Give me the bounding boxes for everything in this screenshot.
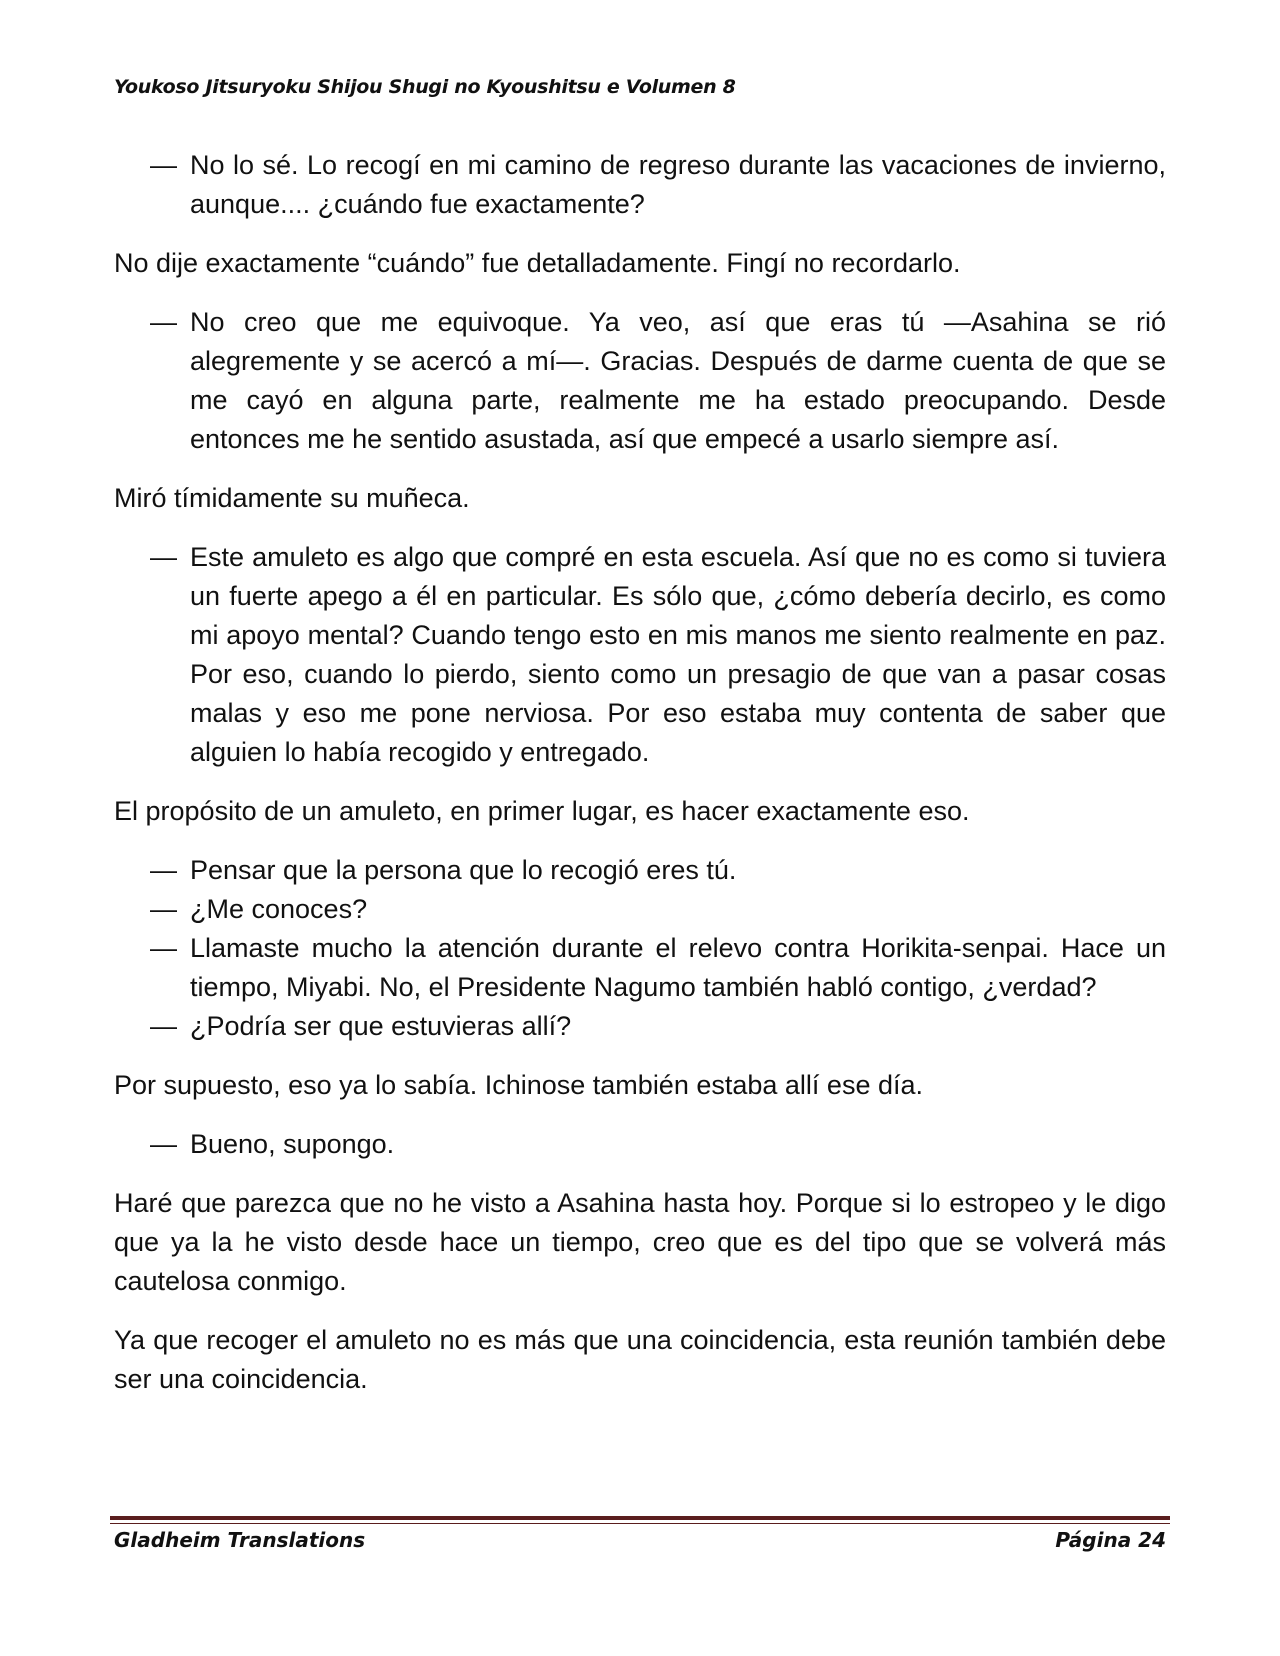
dialogue-line: [150, 1125, 1166, 1164]
dialogue-block: [114, 303, 1166, 459]
dialogue-line: [150, 538, 1166, 772]
narration-paragraph: Haré que parezca que no he visto a Asahina hasta hoy. Porque si lo estropeo y le digo que ya la he visto desde hace un tiempo, creo que es del tipo que se volverá más cautelosa conmigo.: [114, 1188, 1166, 1296]
narration-paragraph: El propósito de un amuleto, en primer lugar, es hacer exactamente eso.: [114, 796, 970, 826]
dialogue-dash: —: [150, 1129, 177, 1159]
footer-credit: Gladheim Translations: [114, 1528, 366, 1552]
dialogue-block: [114, 851, 1166, 1046]
dialogue-dash: —: [150, 1011, 177, 1041]
dialogue-text: ¿Podría ser que estuvieras allí?: [190, 1011, 572, 1041]
dialogue-line: [150, 146, 1166, 224]
dialogue-dash: —: [150, 933, 177, 963]
dialogue-block: [114, 1125, 1166, 1164]
dialogue-text: ¿Me conoces?: [190, 894, 368, 924]
narration-paragraph: Ya que recoger el amuleto no es más que una coincidencia, esta reunión también debe ser una coincidencia.: [114, 1325, 1166, 1394]
dialogue-dash: —: [150, 894, 177, 924]
dialogue-dash: —: [150, 150, 177, 180]
dialogue-block: [114, 538, 1166, 772]
narration-paragraph: Por supuesto, eso ya lo sabía. Ichinose también estaba allí ese día.: [114, 1070, 923, 1100]
dialogue-dash: —: [150, 307, 177, 337]
dialogue-block: [114, 146, 1166, 224]
dialogue-text: Bueno, supongo.: [190, 1129, 395, 1159]
running-header: Youkoso Jitsuryoku Shijou Shugi no Kyoushitsu e Volumen 8: [114, 76, 736, 98]
dialogue-line: [150, 929, 1166, 1007]
footer-rule-thin: [110, 1523, 1170, 1524]
dialogue-dash: —: [150, 542, 177, 572]
dialogue-text: Este amuleto es algo que compré en esta escuela. Así que no es como si tuviera un fuerte apego a él en particular. Es sólo que, ¿cómo debería decirlo, es como mi apoyo mental? Cuando tengo esto en mis manos me siento realmente en paz. Por eso, cuando lo pierdo, siento como un presagio de que van a pasar cosas malas y eso me pone nerviosa. Por eso estaba muy contenta de saber que alguien lo había recogido y entregado.: [190, 542, 1166, 767]
narration-paragraph: Miró tímidamente su muñeca.: [114, 483, 470, 513]
dialogue-line: [150, 851, 1166, 890]
page-body: [114, 146, 1166, 1419]
dialogue-text: No creo que me equivoque. Ya veo, así que eras tú —Asahina se rió alegremente y se acercó a mí—. Gracias. Después de darme cuenta de que se me cayó en alguna parte, realmente me ha estado preocupando. Desde entonces me he sentido asustada, así que empecé a usarlo siempre así.: [190, 307, 1166, 454]
page-number: Página 24: [1055, 1528, 1166, 1552]
dialogue-text: Llamaste mucho la atención durante el relevo contra Horikita-senpai. Hace un tiempo, Miyabi. No, el Presidente Nagumo también habló contigo, ¿verdad?: [190, 933, 1166, 1002]
dialogue-line: [150, 1007, 1166, 1046]
dialogue-text: Pensar que la persona que lo recogió eres tú.: [190, 855, 737, 885]
footer-rule: [110, 1516, 1170, 1520]
dialogue-dash: —: [150, 855, 177, 885]
dialogue-text: No lo sé. Lo recogí en mi camino de regreso durante las vacaciones de invierno, aunque.... ¿cuándo fue exactamente?: [190, 150, 1166, 219]
dialogue-line: [150, 890, 1166, 929]
narration-paragraph: No dije exactamente “cuándo” fue detalladamente. Fingí no recordarlo.: [114, 248, 961, 278]
dialogue-line: [150, 303, 1166, 459]
